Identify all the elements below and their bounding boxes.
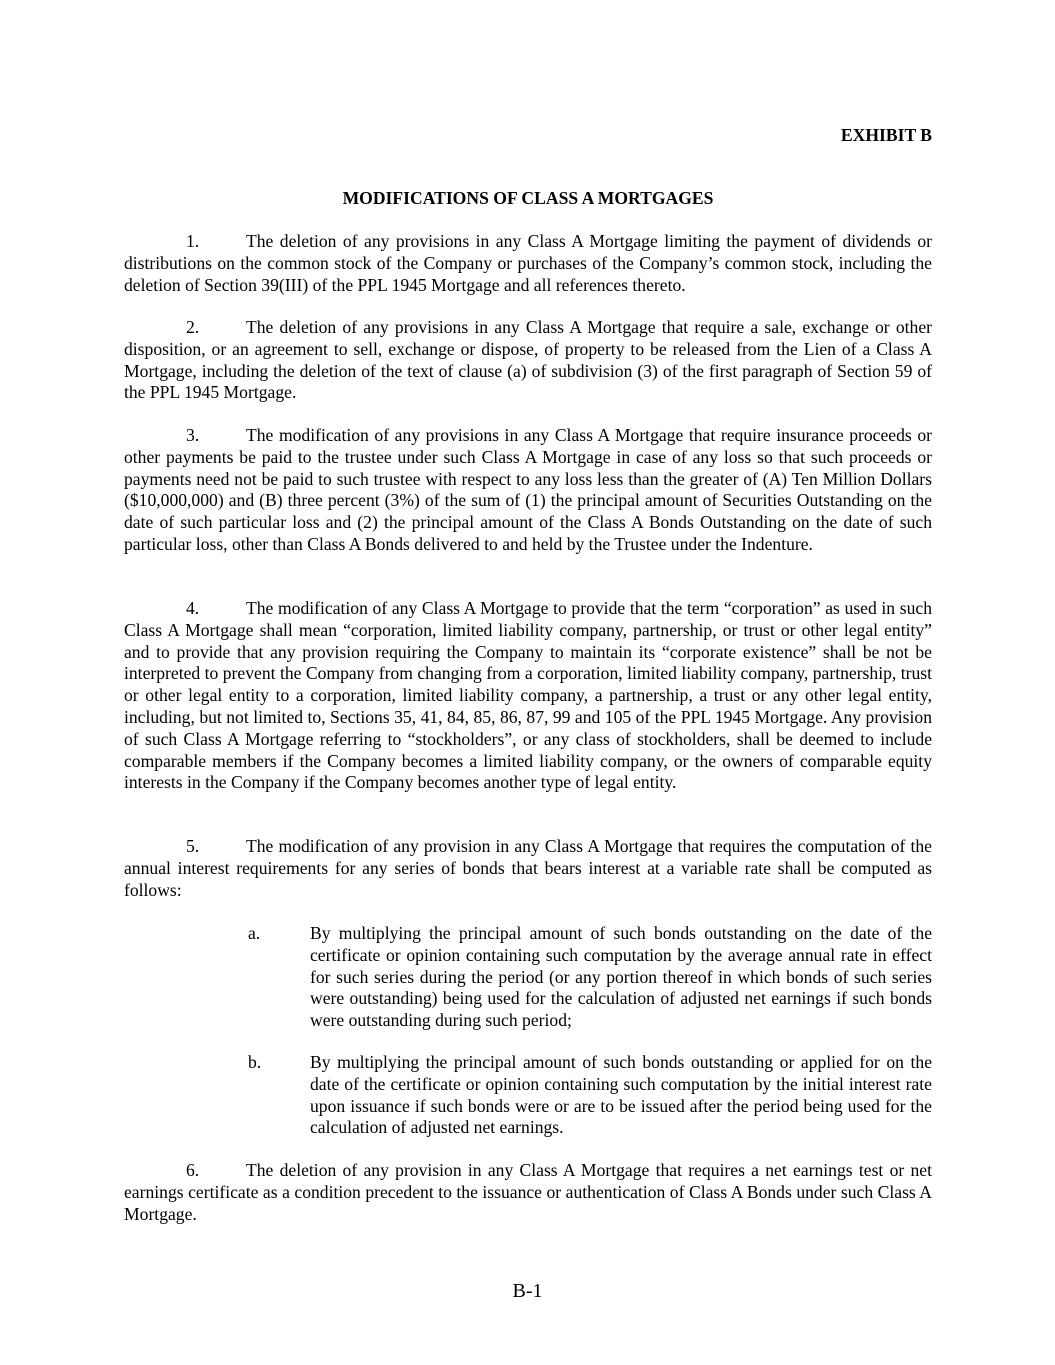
paragraph-number: 2. <box>186 317 200 337</box>
paragraph-number: 1. <box>186 231 200 251</box>
subparagraph-letter: b. <box>248 1052 262 1072</box>
paragraph-3 <box>124 425 932 556</box>
paragraph-text: The modification of any provisions in any Class A Mortgage that require insurance proceeds or other payments be paid to the trustee under such Class A Mortgage in case of any loss so that such proceeds or payments need not be paid to such trustee with respect to any loss less than the greater of (A) Ten Million Dollars ($10,000,000) and (B) three percent (3%) of the sum of (1) the principal amount of Securities Outstanding on the date of such particular loss and (2) the principal amount of the Class A Bonds Outstanding on the date of such particular loss, other than Class A Bonds delivered to and held by the Trustee under the Indenture. <box>124 425 932 554</box>
paragraph-text: The modification of any provision in any Class A Mortgage that requires the computation of the annual interest requirements for any series of bonds that bears interest at a variable rate shall be computed as follows: <box>124 836 932 900</box>
paragraph-6 <box>124 1160 932 1225</box>
paragraph-number: 4. <box>186 598 200 618</box>
paragraph-text: The deletion of any provision in any Class A Mortgage that requires a net earnings test or net earnings certificate as a condition precedent to the issuance or authentication of Class A Bonds under such Class A Mortgage. <box>124 1160 932 1224</box>
paragraph-number: 6. <box>186 1160 200 1180</box>
document-title: MODIFICATIONS OF CLASS A MORTGAGES <box>342 188 714 208</box>
paragraph-2 <box>124 317 932 404</box>
paragraph-text: The deletion of any provisions in any Class A Mortgage limiting the payment of dividends or distributions on the common stock of the Company or purchases of the Company’s common stock, including the deletion of Section 39(III) of the PPL 1945 Mortgage and all references thereto. <box>124 231 932 295</box>
subparagraph-a <box>248 923 932 1032</box>
paragraph-5 <box>124 836 932 901</box>
subparagraph-text: By multiplying the principal amount of such bonds outstanding on the date of the certificate or opinion containing such computation by the average annual rate in effect for such series during the period (or any portion thereof in which bonds of such series were outstanding) being used for the calculation of adjusted net earnings if such bonds were outstanding during such period; <box>310 923 932 1031</box>
subparagraph-letter: a. <box>248 923 261 943</box>
paragraph-text: The modification of any Class A Mortgage to provide that the term “corporation” as used in such Class A Mortgage shall mean “corporation, limited liability company, partnership, or trust or other legal entity” and to provide that any provision requiring the Company to maintain its “corporate existence” shall be not be interpreted to prevent the Company from changing from a corporation, limited liability company, partnership, trust or other legal entity to a corporation, limited liability company, a partnership, a trust or any other legal entity, including, but not limited to, Sections 35, 41, 84, 85, 86, 87, 99 and 105 of the PPL 1945 Mortgage. Any provision of such Class A Mortgage referring to “stockholders”, or any class of stockholders, shall be deemed to include comparable members if the Company becomes a limited liability company, or the owners of comparable equity interests in the Company if the Company becomes another type of legal entity. <box>124 598 932 793</box>
paragraph-4 <box>124 598 932 794</box>
paragraph-number: 3. <box>186 425 200 445</box>
paragraph-text: The deletion of any provisions in any Class A Mortgage that require a sale, exchange or other disposition, or an agreement to sell, exchange or dispose, of property to be released from the Lien of a Class A Mortgage, including the deletion of the text of clause (a) of subdivision (3) of the first paragraph of Section 59 of the PPL 1945 Mortgage. <box>124 317 932 403</box>
subparagraph-b <box>248 1052 932 1139</box>
paragraph-number: 5. <box>186 836 200 856</box>
paragraph-1 <box>124 231 932 296</box>
exhibit-label: EXHIBIT B <box>840 125 932 145</box>
page-number: B-1 <box>512 1280 543 1302</box>
subparagraph-text: By multiplying the principal amount of such bonds outstanding or applied for on the date of the certificate or opinion containing such computation by the initial interest rate upon issuance if such bonds were or are to be issued after the period being used for the calculation of adjusted net earnings. <box>310 1052 932 1138</box>
